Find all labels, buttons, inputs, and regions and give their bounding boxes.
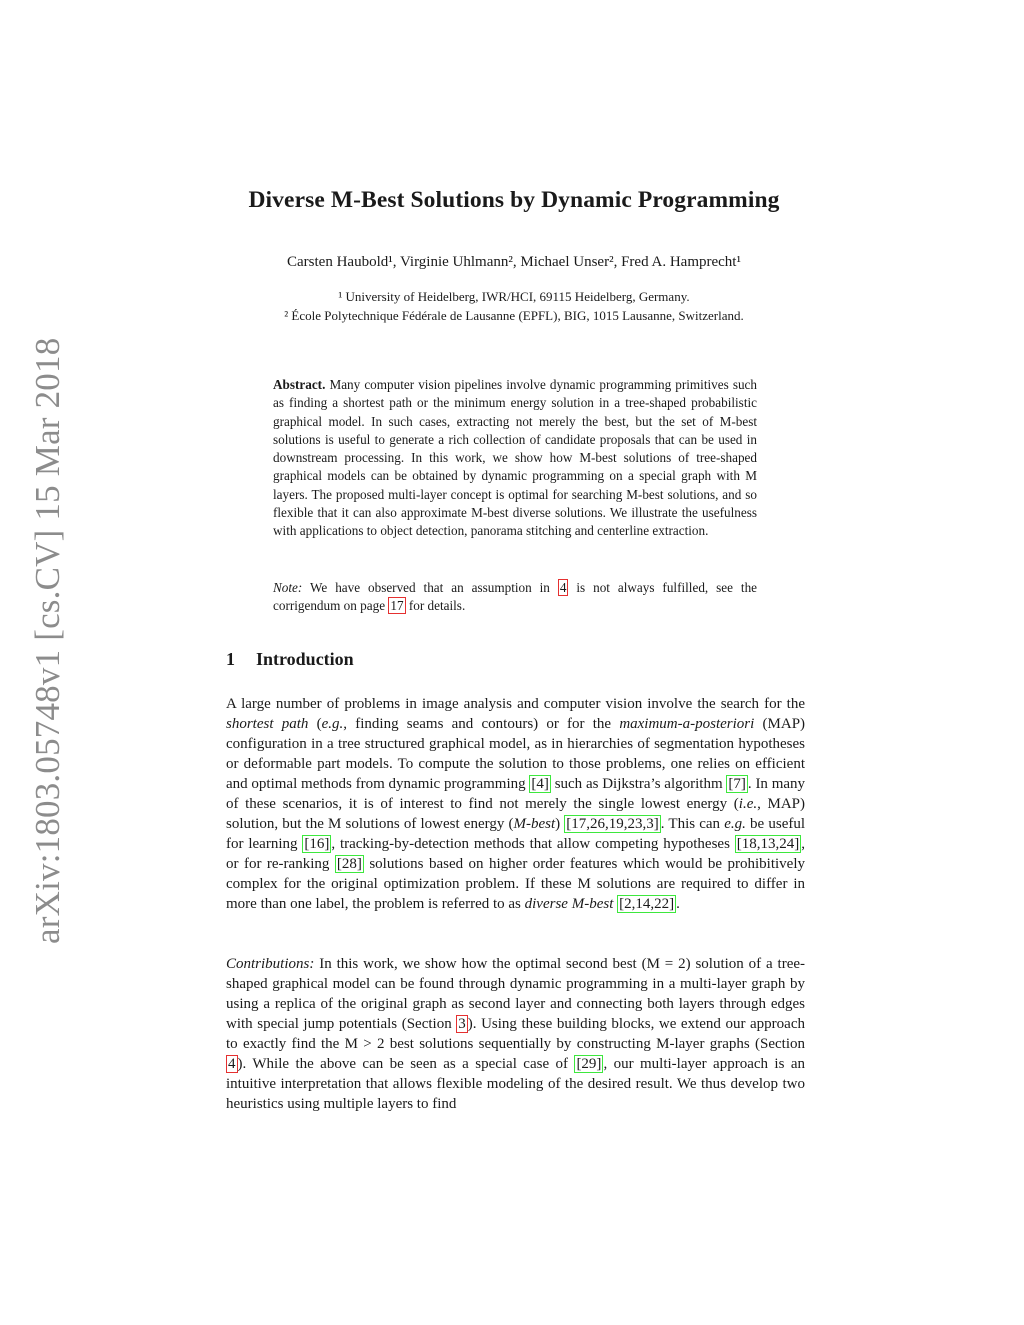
citation-link[interactable]: [29] bbox=[576, 1056, 602, 1072]
text-run: A large number of problems in image analysis and computer vision involve the search for the bbox=[226, 696, 805, 712]
section-heading bbox=[226, 649, 354, 670]
corrigendum-note bbox=[273, 579, 757, 616]
text-run: . bbox=[676, 896, 680, 912]
citation-link[interactable]: [18,13,24] bbox=[736, 836, 800, 852]
arxiv-stamp: arXiv:1803.05748v1 [cs.CV] 15 Mar 2018 bbox=[28, 337, 67, 944]
text-run: , or for re-ranking bbox=[226, 836, 806, 872]
section-ref-link[interactable]: 4 bbox=[559, 580, 567, 595]
text-run: , finding seams and contours) or for the bbox=[343, 716, 612, 732]
intro-paragraph-1 bbox=[226, 694, 805, 914]
text-run: ). While the above can be seen as a special case of bbox=[237, 1056, 569, 1072]
note-text-post: for details. bbox=[408, 598, 466, 614]
italic-term: e.g. bbox=[724, 816, 746, 832]
abstract bbox=[273, 376, 757, 541]
text-run: In this work, we show how the optimal second best (M = 2) solution of a tree-shaped graphical model can be found through dynamic programming in a multi-layer graph by using a replica of the original graph as second layer and connecting both layers through edges with special jump potentials (Section bbox=[226, 956, 806, 1032]
citation-link[interactable]: [2,14,22] bbox=[619, 896, 675, 912]
citation-link[interactable]: [17,26,19,23,3] bbox=[566, 816, 659, 832]
abstract-text: Many computer vision pipelines involve dynamic programming primitives such as finding a shortest path or the minimum energy solution in a tree-shaped probabilistic graphical model. In such cases, extracting not merely the best, but the set of M-best solutions is useful to generate a rich collection of candidate proposals that can be used in downstream processing. In this work, we show how M-best solutions of tree-shaped graphical models can be obtained by dynamic programming on a special graph with M layers. The proposed multi-layer concept is optimal for searching M-best solutions, and so flexible that it can also approximate M-best diverse solutions. We illustrate the usefulness with applications to object detection, panorama stitching and centerline extraction. bbox=[273, 377, 757, 539]
italic-term: M-best bbox=[513, 816, 556, 832]
abstract-label: Abstract. bbox=[273, 377, 326, 392]
citation-link[interactable]: [7] bbox=[728, 776, 746, 792]
text-run: ( bbox=[316, 716, 322, 732]
italic-term: i.e. bbox=[738, 796, 758, 812]
affiliation-2: ² École Polytechnique Fédérale de Lausanne (EPFL), BIG, 1015 Lausanne, Switzerland. bbox=[284, 308, 744, 323]
citation-link[interactable]: [4] bbox=[531, 776, 549, 792]
text-run: (MAP) configuration in a tree structured graphical model, as in hierarchies of segmentation hypotheses or deformable part models. To compute the solution to those problems, one relies on efficient and optimal methods from dynamic programming bbox=[226, 716, 806, 792]
section-number: 1 bbox=[226, 649, 235, 669]
italic-term: e.g. bbox=[321, 716, 344, 732]
section-ref-link[interactable]: 3 bbox=[458, 1016, 466, 1032]
author-list: Carsten Haubold¹, Virginie Uhlmann², Michael Unser², Fred A. Hamprecht¹ bbox=[287, 254, 741, 270]
contributions-label: Contributions: bbox=[226, 956, 315, 972]
citation-link[interactable]: [28] bbox=[336, 856, 362, 872]
note-text-mid: is not always fulfilled, see the corrigendum on page bbox=[273, 580, 758, 614]
italic-term: maximum-a-posteriori bbox=[619, 716, 755, 732]
text-run: such as Dijkstra’s algorithm bbox=[554, 776, 723, 792]
italic-term: shortest path bbox=[226, 716, 309, 732]
text-run: , our multi-layer approach is an intuitive interpretation that allows flexible modeling of the desired result. We thus develop two heuristics using multiple layers to find bbox=[226, 1056, 806, 1112]
note-label: Note: bbox=[273, 580, 303, 595]
text-run: , tracking-by-detection methods that allow competing hypotheses bbox=[331, 836, 730, 852]
intro-paragraph-2 bbox=[226, 954, 805, 1114]
affiliation-1: ¹ University of Heidelberg, IWR/HCI, 69115 Heidelberg, Germany. bbox=[338, 289, 690, 304]
text-run: be useful for learning bbox=[226, 816, 806, 852]
citation-link[interactable]: [16] bbox=[304, 836, 330, 852]
text-run: ) bbox=[555, 816, 561, 832]
text-run: solutions based on higher order features which would be prohibitively complex for the original optimization problem. If these M solutions are required to differ in more than one label, the problem is referred to as bbox=[226, 856, 806, 912]
text-run: . In many of these scenarios, it is of interest to find not merely the single lowest energy ( bbox=[226, 776, 806, 812]
text-run: , MAP) solution, but the M solutions of lowest energy ( bbox=[226, 796, 805, 832]
paper-title: Diverse M-Best Solutions by Dynamic Programming bbox=[248, 187, 780, 213]
note-text-pre: We have observed that an assumption in bbox=[310, 580, 550, 595]
section-ref-link[interactable]: 4 bbox=[228, 1056, 236, 1072]
italic-term: diverse M-best bbox=[524, 896, 614, 912]
text-run: . This can bbox=[660, 816, 721, 832]
page-ref-link[interactable]: 17 bbox=[390, 598, 404, 614]
text-run: ). Using these building blocks, we extend our approach to exactly find the M > 2 best solutions sequentially by constructing M-layer graphs (Section bbox=[226, 1016, 805, 1052]
section-title: Introduction bbox=[256, 649, 354, 669]
